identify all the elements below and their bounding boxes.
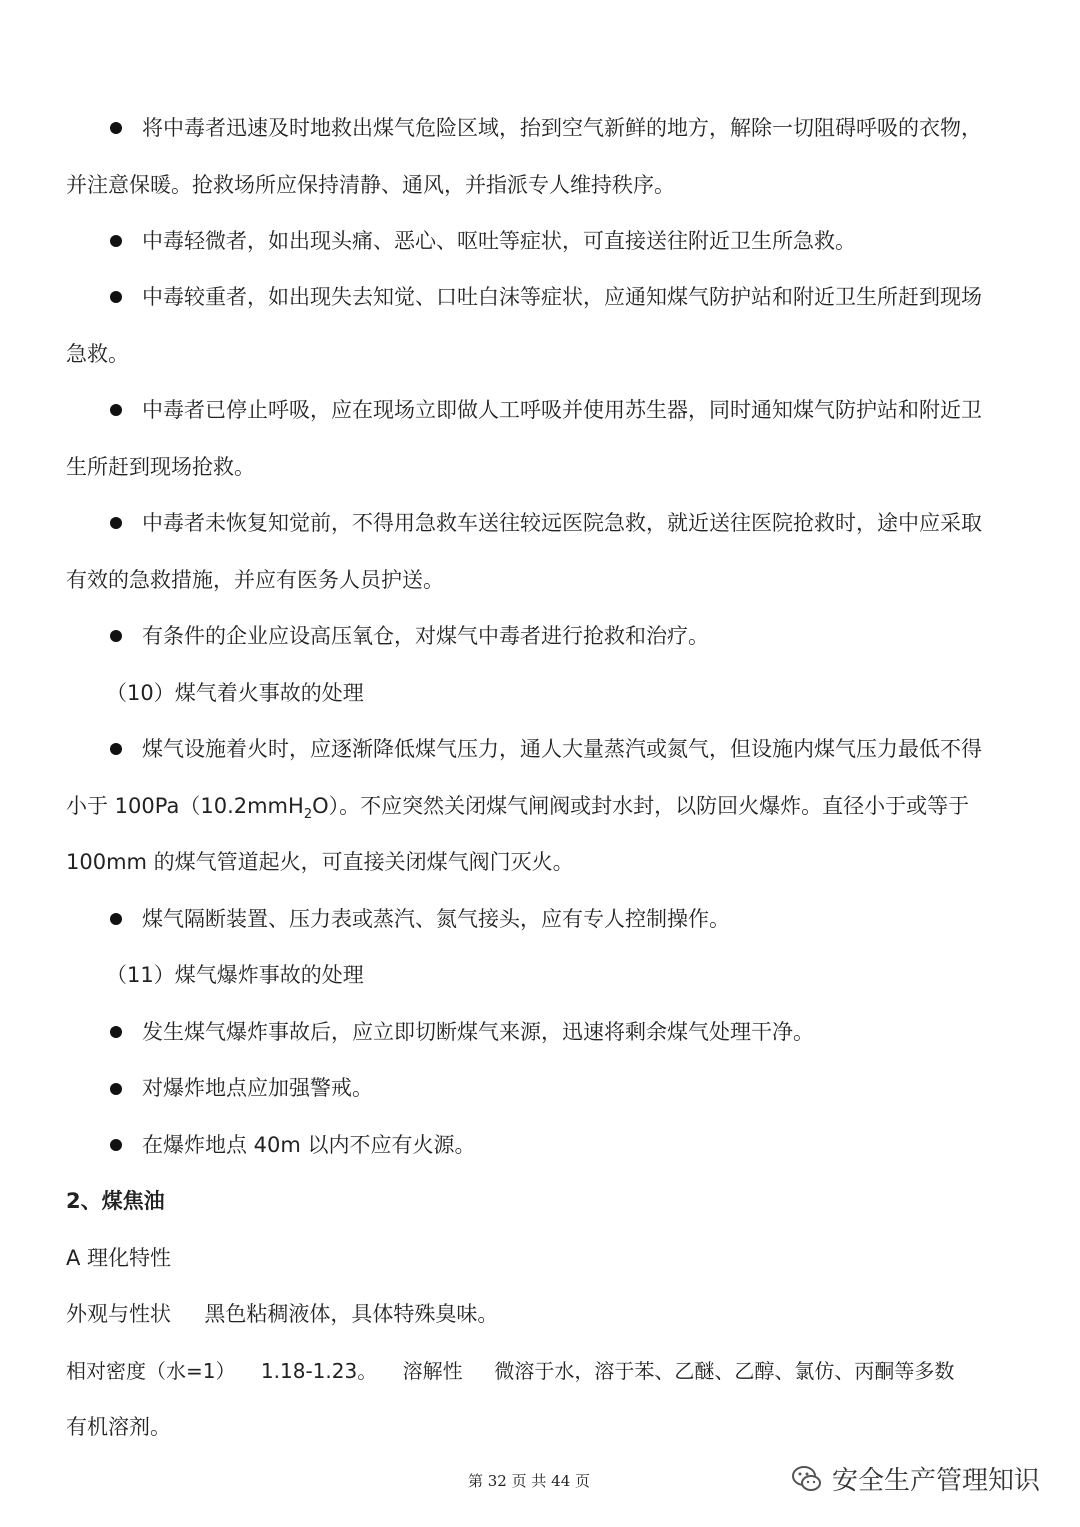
paragraph-line: 发生煤气爆炸事故后，应立即切断煤气来源，迅速将剩余煤气处理干净。 bbox=[142, 1020, 814, 1044]
wechat-icon bbox=[790, 1462, 824, 1496]
paragraph-line: 中毒者未恢复知觉前，不得用急救车送往较远医院急救，就近送往医院抢救时，途中应采取 bbox=[142, 511, 982, 535]
paragraph-line: 煤气设施着火时，应逐渐降低煤气压力，通人大量蒸汽或氮气，但设施内煤气压力最低不得 bbox=[142, 737, 982, 761]
paragraph-line: A 理化特性 bbox=[66, 1246, 172, 1270]
bullet-icon bbox=[110, 404, 122, 416]
bullet-icon bbox=[110, 1026, 122, 1038]
section-heading: 2、煤焦油 bbox=[66, 1189, 165, 1213]
paragraph-line: 有条件的企业应设高压氧仓，对煤气中毒者进行抢救和治疗。 bbox=[142, 624, 709, 648]
bullet-icon bbox=[110, 913, 122, 925]
section-subheading: （11）煤气爆炸事故的处理 bbox=[106, 963, 364, 987]
paragraph-line: 中毒者已停止呼吸，应在现场立即做人工呼吸并使用苏生器，同时通知煤气防护站和附近卫 bbox=[142, 398, 982, 422]
paragraph-line: 在爆炸地点 40m 以内不应有火源。 bbox=[142, 1133, 476, 1157]
bullet-icon bbox=[110, 517, 122, 529]
paragraph-line: 外观与性状 黑色粘稠液体，具体特殊臭味。 bbox=[66, 1302, 499, 1326]
paragraph-line: 煤气隔断装置、压力表或蒸汽、氮气接头，应有专人控制操作。 bbox=[142, 907, 730, 931]
paragraph-line: 并注意保暖。抢救场所应保持清静、通风，并指派专人维持秩序。 bbox=[66, 173, 675, 197]
watermark-text: 安全生产管理知识 bbox=[832, 1466, 1041, 1496]
paragraph-line bbox=[66, 791, 969, 830]
text-run: O）。不应突然关闭煤气闸阀或封水封，以防回火爆炸。直径小于或等于 bbox=[312, 794, 970, 818]
paragraph-line: 有效的急救措施，并应有医务人员护送。 bbox=[66, 568, 444, 592]
section-subheading: （10）煤气着火事故的处理 bbox=[106, 681, 364, 705]
bullet-icon bbox=[110, 235, 122, 247]
paragraph-line: 急救。 bbox=[66, 342, 129, 366]
paragraph-line: 将中毒者迅速及时地救出煤气危险区域，抬到空气新鲜的地方，解除一切阻碍呼吸的衣物， bbox=[142, 116, 982, 140]
watermark bbox=[790, 1460, 1040, 1497]
paragraph-line: 有机溶剂。 bbox=[66, 1415, 171, 1439]
subscript: 2 bbox=[303, 807, 313, 823]
paragraph-line: 生所赶到现场抢救。 bbox=[66, 455, 255, 479]
paragraph-line: 中毒轻微者，如出现头痛、恶心、呕吐等症状，可直接送往附近卫生所急救。 bbox=[142, 229, 856, 253]
text-run: 小于 100Pa（10.2mmH bbox=[66, 794, 304, 818]
bullet-icon bbox=[110, 291, 122, 303]
bullet-icon bbox=[110, 1139, 122, 1151]
bullet-icon bbox=[110, 1083, 122, 1095]
paragraph-line: 相对密度（水=1） 1.18-1.23。 溶解性 微溶于水，溶于苯、乙醚、乙醇、氯仿、丙酮等多数 bbox=[66, 1359, 955, 1383]
paragraph-line: 100mm 的煤气管道起火，可直接关闭煤气阀门灭火。 bbox=[66, 850, 574, 874]
paragraph-line: 对爆炸地点应加强警戒。 bbox=[142, 1076, 373, 1100]
bullet-icon bbox=[110, 743, 122, 755]
page-number: 第 32 页 共 44 页 bbox=[468, 1472, 591, 1490]
bullet-icon bbox=[110, 630, 122, 642]
bullet-icon bbox=[110, 122, 122, 134]
paragraph-line: 中毒较重者，如出现失去知觉、口吐白沫等症状，应通知煤气防护站和附近卫生所赶到现场 bbox=[142, 285, 982, 309]
